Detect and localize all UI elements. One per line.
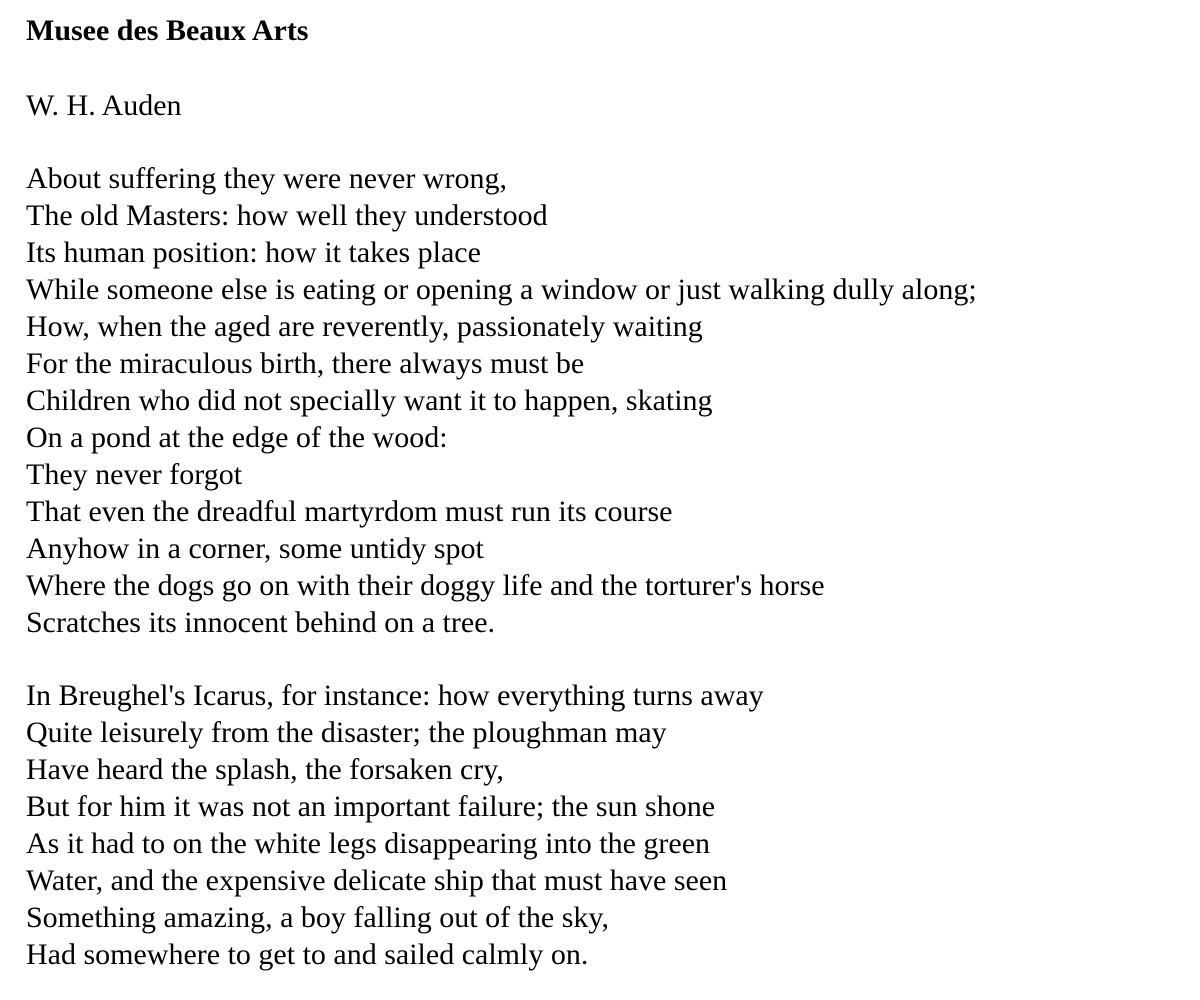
poem-line: How, when the aged are reverently, passionately waiting [26, 310, 703, 343]
poem-line: Water, and the expensive delicate ship that must have seen [26, 864, 728, 897]
stanza-2 [26, 677, 764, 973]
poem-line: That even the dreadful martyrdom must run its course [26, 495, 673, 528]
stanza-1 [26, 160, 977, 641]
poem-line: Where the dogs go on with their doggy life and the torturer's horse [26, 569, 825, 602]
poem-line: About suffering they were never wrong, [26, 162, 507, 195]
poem-line: As it had to on the white legs disappearing into the green [26, 827, 711, 860]
poem-line: Its human position: how it takes place [26, 236, 481, 269]
poem-line: The old Masters: how well they understood [26, 199, 548, 232]
poem-line: On a pond at the edge of the wood: [26, 421, 448, 454]
poem-line: Anyhow in a corner, some untidy spot [26, 532, 484, 565]
poem-line: For the miraculous birth, there always must be [26, 347, 585, 380]
poem-line: While someone else is eating or opening a window or just walking dully along; [26, 273, 977, 306]
poem-line: Have heard the splash, the forsaken cry, [26, 753, 504, 786]
poem-title: Musee des Beaux Arts [26, 14, 309, 47]
poem-line: Children who did not specially want it to happen, skating [26, 384, 713, 417]
poem-line: Had somewhere to get to and sailed calmly on. [26, 938, 589, 971]
poem-line: In Breughel's Icarus, for instance: how everything turns away [26, 679, 764, 712]
poem-line: But for him it was not an important failure; the sun shone [26, 790, 716, 823]
poem-line: They never forgot [26, 458, 243, 491]
poem-line: Something amazing, a boy falling out of the sky, [26, 901, 609, 934]
poem-page [26, 12, 1186, 971]
poem-author: W. H. Auden [26, 89, 182, 122]
poem-line: Quite leisurely from the disaster; the ploughman may [26, 716, 667, 749]
poem-line: Scratches its innocent behind on a tree. [26, 606, 496, 639]
